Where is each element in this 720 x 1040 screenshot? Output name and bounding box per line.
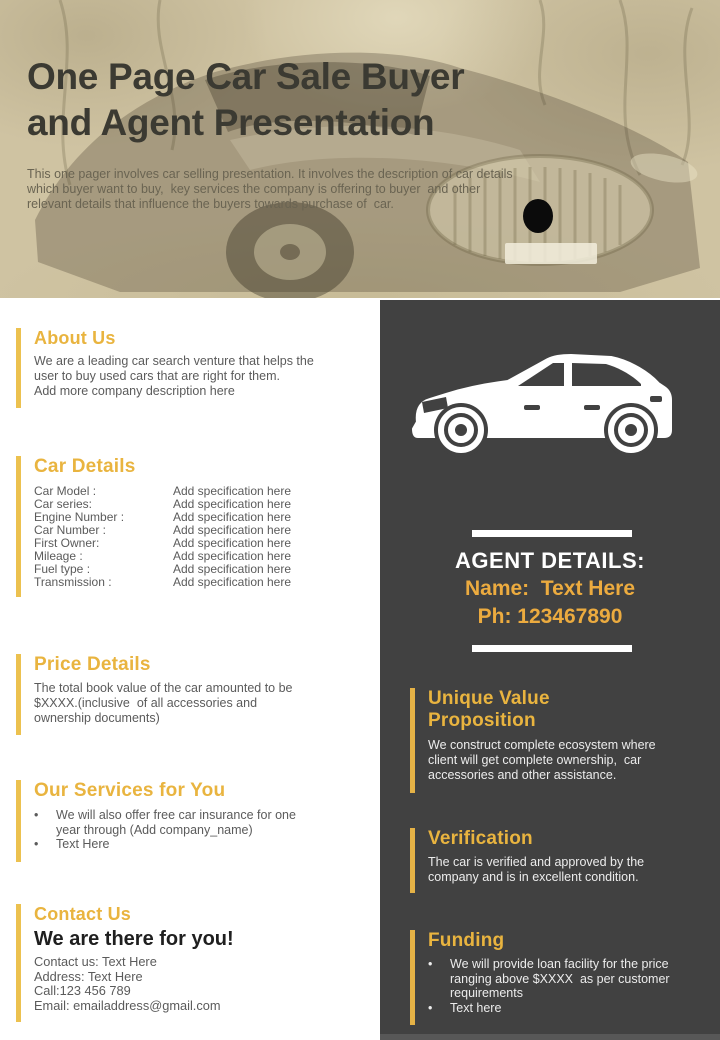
spec-value: Add specification here — [172, 523, 292, 537]
bullet-icon: • — [428, 957, 433, 971]
about-body: We are a leading car search venture that helps the user to buy used cars that are right for them. — [34, 354, 318, 383]
spec-label: Car Number : — [34, 523, 107, 537]
funding-item-text: We will provide loan facility for the price ranging above $XXXX as per customer requirements — [450, 957, 674, 1001]
page-title-line-1: One Page Car Sale Buyer — [27, 56, 465, 97]
price-heading: Price Details — [34, 654, 151, 675]
contact-tagline: We are there for you! — [34, 928, 234, 950]
page-title-line-2: and Agent Presentation — [27, 102, 435, 143]
spec-value: Add specification here — [172, 536, 292, 550]
hero-section — [0, 0, 720, 298]
agent-details-heading: AGENT DETAILS: — [455, 548, 645, 573]
bullet-icon: • — [34, 837, 39, 852]
section-price-details — [16, 654, 321, 735]
uvp-heading: Unique Value Proposition — [428, 688, 550, 731]
service-item-text: We will also offer free car insurance for one year through (Add company_name) — [56, 808, 300, 837]
list-item — [34, 808, 321, 837]
funding-heading: Funding — [428, 930, 505, 951]
list-item — [34, 837, 321, 852]
uvp-body: We construct complete ecosystem where client will get complete ownership, car accessories and other assistance. — [428, 738, 660, 782]
covered-logo-dot — [523, 199, 553, 233]
about-note: Add more company description here — [34, 383, 235, 398]
spec-label: First Owner: — [34, 536, 100, 550]
section-funding — [410, 930, 710, 1025]
spec-value: Add specification here — [172, 575, 292, 589]
section-contact-us — [16, 904, 321, 1022]
divider-bar — [472, 645, 632, 652]
section-car-details — [16, 456, 321, 597]
contact-line-phone: Call:123 456 789 — [34, 983, 131, 999]
spec-value: Add specification here — [172, 562, 292, 576]
license-plate — [505, 243, 597, 264]
spec-label: Mileage : — [34, 549, 83, 563]
price-body: The total book value of the car amounted to be $XXXX.(inclusive of all accessories and ownership documents) — [34, 681, 296, 725]
funding-item-text: Text here — [450, 1000, 502, 1015]
hero-car-photo — [0, 0, 720, 298]
agent-phone: Ph: 123467890 — [477, 605, 623, 628]
contact-heading: Contact Us — [34, 904, 132, 924]
verification-body: The car is verified and approved by the company and is in excellent condition. — [428, 855, 648, 884]
spec-value: Add specification here — [172, 497, 292, 511]
section-about-us — [16, 328, 321, 408]
verification-heading: Verification — [428, 828, 533, 849]
about-heading: About Us — [34, 328, 116, 348]
contact-line: Address: Text Here — [34, 968, 143, 984]
car-side-icon — [406, 344, 679, 457]
right-panel — [380, 300, 720, 1040]
spec-label: Car Model : — [34, 484, 97, 498]
bullet-icon: • — [428, 1000, 433, 1015]
contact-line: Contact us: Text Here — [34, 954, 157, 969]
page-title — [27, 54, 464, 146]
list-item — [428, 957, 710, 1001]
section-verification — [410, 828, 710, 893]
spec-label: Engine Number : — [34, 510, 125, 524]
list-item — [428, 1001, 710, 1016]
section-our-services — [16, 780, 321, 862]
services-bullet-list — [34, 808, 321, 852]
spec-value: Add specification here — [172, 484, 292, 498]
spec-value: Add specification here — [172, 510, 292, 524]
section-unique-value-proposition — [410, 688, 710, 793]
spec-row — [34, 576, 321, 589]
page-description: This one pager involves car selling presentation. It involves the description of car details which buyer want to buy, key services the company is offering to buyer and other relevant details that influence the buyers towards purchase of car. — [27, 167, 517, 211]
agent-name: Name: Text Here — [464, 577, 635, 600]
funding-bullet-list — [428, 957, 710, 1015]
bullet-icon: • — [34, 808, 39, 822]
service-item-text: Text Here — [56, 837, 110, 852]
services-heading: Our Services for You — [34, 780, 226, 801]
divider-bar — [472, 530, 632, 537]
car-details-heading: Car Details — [34, 456, 136, 477]
spec-label: Transmission : — [34, 575, 112, 589]
spec-label: Fuel type : — [34, 562, 91, 576]
spec-label: Car series: — [34, 497, 93, 511]
spec-value: Add specification here — [172, 549, 292, 563]
contact-line-email: Email: emailaddress@gmail.com — [34, 998, 221, 1014]
